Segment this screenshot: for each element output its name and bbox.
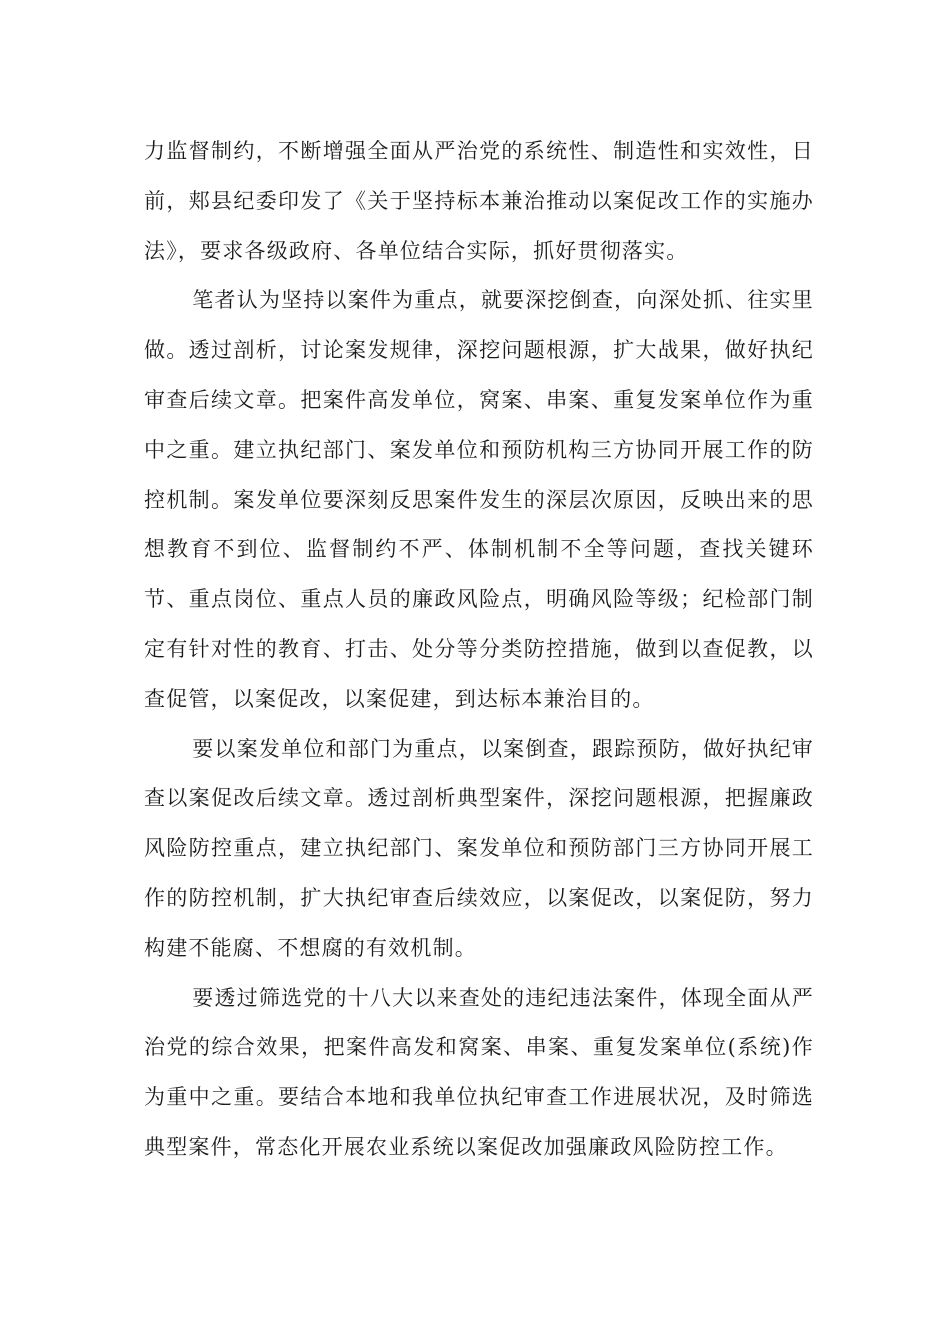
paragraph-continuation: 力监督制约，不断增强全面从严治党的系统性、制造性和实效性，日前，郏县纪委印发了《关于坚持标本兼治推动以案促改工作的实施办法》，要求各级政府、各单位结合实际，抓好贯彻落实。 (144, 139, 814, 263)
paragraph: 要透过筛选党的十八大以来查处的违纪违法案件，体现全面从严治党的综合效果，把案件高发和窝案、串案、重复发案单位(系统)作为重中之重。要结合本地和我单位执纪审查工作进展状况，及时筛选典型案件，常态化开展农业系统以案促改加强廉政风险防控工作。 (144, 985, 814, 1159)
document-body (144, 127, 814, 1173)
paragraph: 笔者认为坚持以案件为重点，就要深挖倒查，向深处抓、往实里做。透过剖析，讨论案发规律，深挖问题根源，扩大战果，做好执纪审查后续文章。把案件高发单位，窝案、串案、重复发案单位作为重中之重。建立执纪部门、案发单位和预防机构三方协同开展工作的防控机制。案发单位要深刻反思案件发生的深层次原因，反映出来的思想教育不到位、监督制约不严、体制机制不全等问题，查找关键环节、重点岗位、重点人员的廉政风险点，明确风险等级；纪检部门制定有针对性的教育、打击、处分等分类防控措施，做到以查促教，以查促管，以案促改，以案促建，到达标本兼治目的。 (144, 288, 814, 711)
paragraph: 要以案发单位和部门为重点，以案倒查，跟踪预防，做好执纪审查以案促改后续文章。透过剖析典型案件，深挖问题根源，把握廉政风险防控重点，建立执纪部门、案发单位和预防部门三方协同开展工作的防控机制，扩大执纪审查后续效应，以案促改，以案促防，努力构建不能腐、不想腐的有效机制。 (144, 736, 814, 960)
